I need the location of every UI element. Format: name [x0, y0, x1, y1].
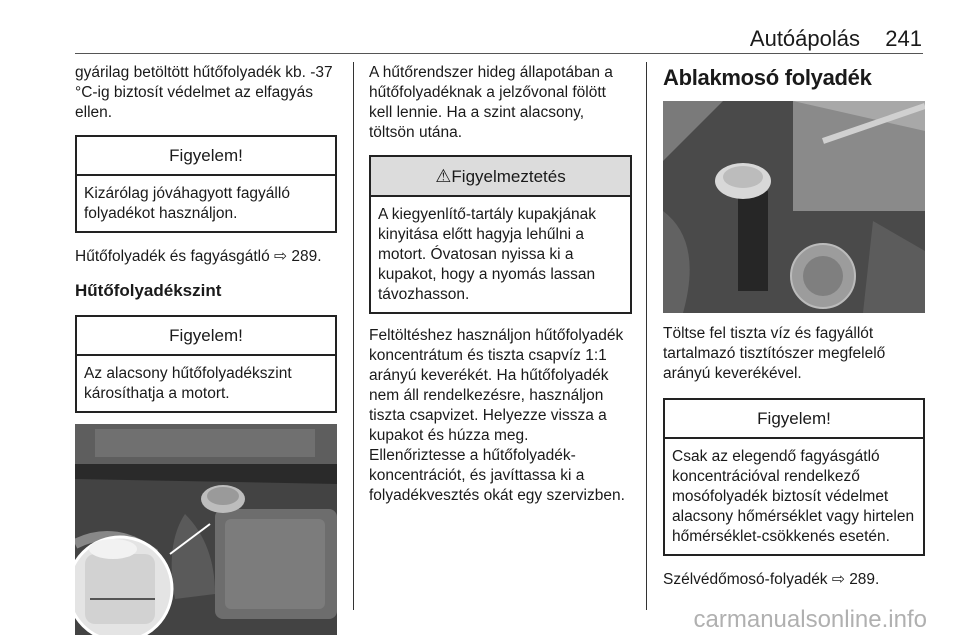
washer-reservoir-illustration [663, 101, 925, 313]
warning-body: A kiegyenlítő-tartály kupakjának kinyitása előtt hagyja lehűlni a motort. Óvatosan nyissa ki a kupakot, hogy a nyomás lassan távozhasson. [378, 206, 596, 303]
warning-header [371, 157, 630, 197]
column-2 [369, 63, 632, 506]
page-ref-arrow-icon: ⇨ [831, 571, 845, 588]
intro-paragraph: gyárilag betöltött hűtőfolyadék kb. -37 °C-ig biztosít védelmet az elfagyás ellen. [75, 64, 333, 121]
cross-reference [663, 570, 925, 590]
notice-title: Figyelem! [77, 317, 335, 356]
subheading-coolant-level: Hűtőfolyadékszint [75, 281, 222, 300]
reference-text: Hűtőfolyadék és fagyásgátló [75, 248, 270, 265]
warning-title: Figyelmeztetés [451, 167, 566, 186]
column-1 [75, 63, 337, 635]
page-number: 241 [885, 26, 922, 51]
column-3 [663, 63, 925, 590]
notice-box [75, 135, 337, 233]
section-title: Ablakmosó folyadék [663, 65, 872, 90]
reference-page[interactable]: 289. [291, 248, 322, 265]
notice-box [663, 398, 925, 556]
notice-body: Csak az elegendő fagyásgátló koncentrációval rendelkező mosófolyadék biztosít védelmet alacsony hőmérséklet vagy hirtelen hőmérséklet-csökkenés esetén. [672, 448, 915, 545]
cross-reference [75, 247, 337, 267]
washer-paragraph: Töltse fel tiszta víz és fagyállót tartalmazó tisztítószer megfelelő arányú keverékével. [663, 325, 886, 382]
header-rule [75, 53, 923, 54]
service-paragraph: Ellenőriztesse a hűtőfolyadék-koncentrációt, és javíttassa ki a folyadékvesztés okát egy szervizben. [369, 447, 625, 504]
reference-text: Szélvédőmosó-folyadék [663, 571, 828, 588]
coolant-reservoir-illustration [75, 424, 337, 635]
notice-body: Az alacsony hűtőfolyadékszint károsíthatja a motort. [84, 365, 292, 402]
warning-box [369, 155, 632, 314]
column-divider-1 [353, 62, 354, 610]
mixing-paragraph: Feltöltéshez használjon hűtőfolyadék koncentrátum és tiszta csapvíz 1:1 arányú keverékét. Ha hűtőfolyadék nem áll rendelkezésre, használjon tiszta csapvizet. Helyezze vissza a kupakot és húzza meg. [369, 327, 624, 444]
intro-paragraph: A hűtőrendszer hideg állapotában a hűtőfolyadéknak a jelzővonal fölött kell lennie. Ha a szint alacsony, töltsön utána. [369, 64, 613, 141]
watermark: carmanualsonline.info [693, 606, 927, 633]
column-divider-2 [646, 62, 647, 610]
notice-title: Figyelem! [665, 400, 923, 439]
notice-title: Figyelem! [77, 137, 335, 176]
warning-triangle-icon: ⚠ [435, 166, 452, 186]
notice-box [75, 315, 337, 413]
notice-body: Kizárólag jóváhagyott fagyálló folyadékot használjon. [84, 185, 290, 222]
page-ref-arrow-icon: ⇨ [274, 248, 288, 265]
reference-page[interactable]: 289. [849, 571, 880, 588]
header-title: Autóápolás [749, 26, 860, 51]
